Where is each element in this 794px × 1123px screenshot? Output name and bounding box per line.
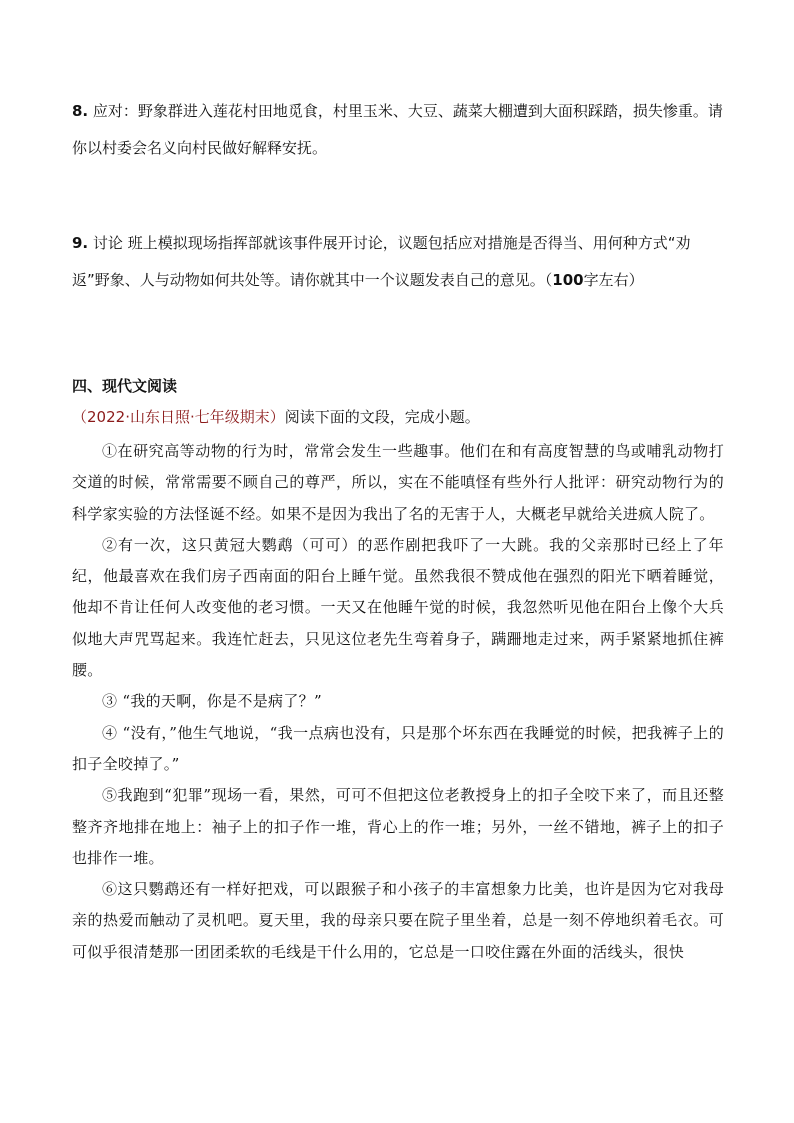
paragraph: ③ “我的天啊，你是不是病了？” [102,692,322,711]
paragraph: ①在研究高等动物的行为时，常常会发生一些趣事。他们在和有高度智慧的鸟或哺乳动物打交道的时候，常常需要不顾自己的尊严，所以，实在不能嗔怪有些外行人批评：研究动物行为的科学家实验的方法怪诞不经。如果不是因为我出了名的无害于人，大概老早就给关进疯人院了。 [72,442,724,523]
question-9 [72,225,724,299]
source-close: ） [269,408,285,426]
reading-passage [72,436,724,968]
paragraph: ④ “没有，”他生气地说，“我一点病也没有，只是那个坏东西在我睡觉的时候，把我裤子上的扣子全咬掉了。” [72,723,724,773]
paragraph: ②有一次，这只黄冠大鹦鹉（可可）的恶作剧把我吓了一大跳。我的父亲那时已经上了年纪，他最喜欢在我们房子西南面的阳台上睡午觉。虽然我很不赞成他在强烈的阳光下晒着睡觉，他却不肯让任何人改变他的老习惯。一天又在他睡午觉的时候，我忽然听见他在阳台上像个大兵似地大声咒骂起来。我连忙赶去，只见这位老先生弯着身子，蹒跚地走过来，两手紧紧地抓住裤腰。 [72,535,724,680]
question-number: 9. [72,234,89,252]
question-8 [72,93,724,167]
source-line [72,402,480,432]
paragraph: ⑥这只鹦鹉还有一样好把戏，可以跟猴子和小孩子的丰富想象力比美，也许是因为它对我母亲的热爱而触动了灵机吧。夏天里，我的母亲只要在院子里坐着，总是一刻不停地织着毛衣。可可似乎很清楚那一团团柔软的毛线是干什么用的，它总是一口咬住露在外面的活线头，很快 [72,880,724,961]
word-count: 100 [552,271,584,289]
question-number: 8. [72,102,89,120]
instruction-text: 阅读下面的文段，完成小题。 [284,408,480,426]
source-open: （ [72,408,88,426]
question-suffix: 字左右） [583,271,644,289]
question-text: 应对：野象群进入莲花村田地觅食，村里玉米、大豆、蔬菜大棚遭到大面积踩踏，损失惨重。请你以村委会名义向村民做好解释安抚。 [72,102,723,157]
source-label: 2022·山东日照·七年级期末 [87,408,270,426]
section-title: 四、现代文阅读 [72,377,178,395]
question-text: 讨论 班上模拟现场指挥部就该事件展开讨论，议题包括应对措施是否得当、用何种方式“劝返”野象、人与动物如何共处等。请你就其中一个议题发表自己的意见。（ [72,234,691,289]
paragraph: ⑤我跑到“犯罪”现场一看，果然，可可不但把这位老教授身上的扣子全咬下来了，而且还整整齐齐地排在地上：袖子上的扣子作一堆，背心上的作一堆；另外，一丝不错地，裤子上的扣子也排作一堆。 [72,786,724,867]
